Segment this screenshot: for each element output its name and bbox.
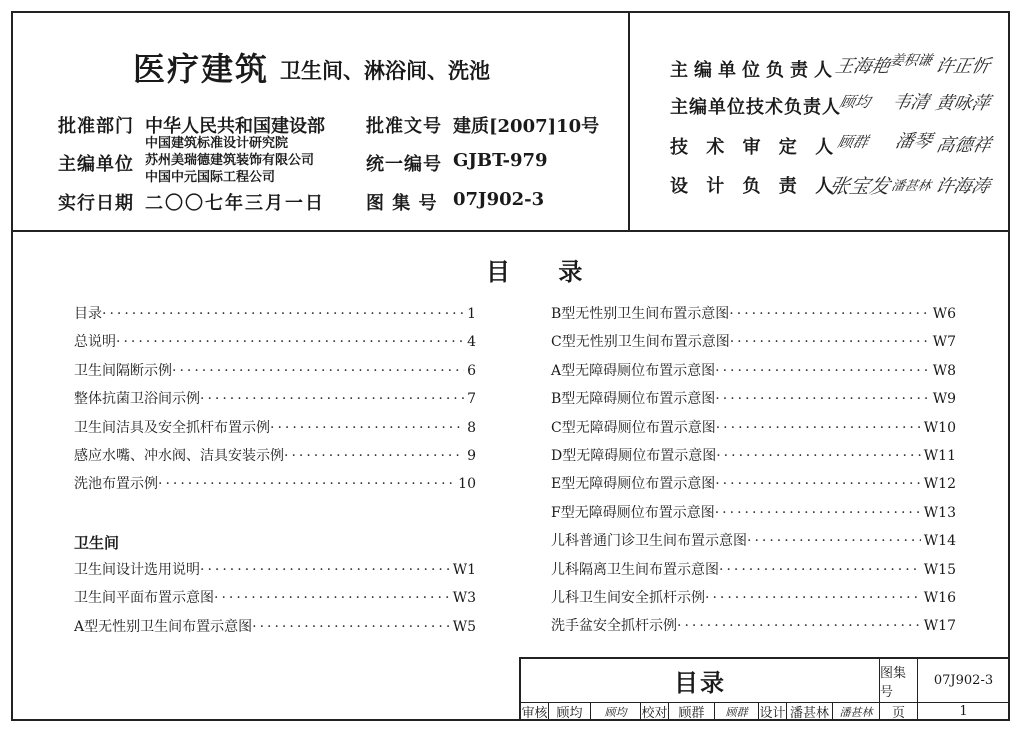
toc-item[interactable]: [74, 559, 476, 587]
title-block-check-signature: 顾群: [715, 703, 759, 721]
toc-item-page: 4: [467, 334, 476, 351]
toc-leader: [172, 363, 464, 379]
title-block-page-label: 页: [880, 703, 918, 721]
toc-leader: [102, 306, 464, 322]
title-block-atlas-label: 图集号: [880, 659, 918, 703]
toc-item-title: 感应水嘴、冲水阀、洁具安装示例: [74, 447, 284, 464]
responsible-role-3: 技 术 审 定 人: [670, 137, 835, 158]
toc-leader: [729, 306, 929, 322]
toc-item-title: A型无性别卫生间布置示意图: [74, 618, 253, 635]
toc-item-page: W3: [452, 590, 476, 607]
signature-4-b: 潘甚林: [889, 179, 933, 194]
toc-item-page: 10: [458, 476, 476, 493]
toc-leader: [716, 420, 921, 436]
editor-value-3: 中国中元国际工程公司: [145, 170, 276, 185]
toc-leader: [719, 562, 921, 578]
responsible-role-1: 主编单位负责人: [670, 60, 838, 81]
toc-item-title: 儿科隔离卫生间布置示意图: [551, 561, 719, 578]
toc-left-list: [74, 303, 476, 502]
toc-item-page: W6: [932, 306, 956, 322]
title-block-design-signature: 潘甚林: [833, 703, 880, 721]
toc-item-title: 洗池布置示例: [74, 476, 158, 493]
toc-item[interactable]: [74, 388, 476, 416]
responsible-role-2: 主编单位技术负责人: [670, 97, 841, 118]
section-label-bathroom: 卫生间: [74, 534, 120, 552]
toc-item-page: W8: [932, 362, 956, 379]
toc-leader: [284, 448, 464, 464]
editor-label: 主编单位: [58, 154, 134, 175]
signature-1-b: 姜积谦: [888, 53, 934, 69]
toc-leader: [747, 533, 921, 549]
toc-item[interactable]: [551, 587, 956, 615]
signature-2-c: 黄咏萍: [933, 93, 992, 114]
toc-leader: [715, 391, 929, 407]
toc-item[interactable]: [74, 331, 476, 359]
title-block-review-name: 顾均: [549, 703, 591, 721]
toc-item-page: W14: [923, 533, 956, 550]
toc-leader: [677, 618, 921, 634]
toc-leader: [158, 476, 455, 492]
toc-leader: [730, 334, 930, 350]
responsible-role-4: 设 计 负 责 人: [670, 176, 835, 197]
toc-item-page: W16: [923, 589, 956, 606]
toc-leader: [214, 590, 450, 606]
toc-item-page: W12: [923, 476, 956, 493]
toc-item-page: W1: [452, 562, 476, 578]
title-block-atlas-value: 07J902-3: [918, 659, 1010, 703]
toc-item-title: B型无障碍厕位布置示意图: [551, 391, 716, 408]
toc-item[interactable]: [551, 615, 956, 643]
title-block-name: 目录: [521, 659, 880, 703]
toc-item[interactable]: [551, 445, 956, 473]
toc-item-title: F型无障碍厕位布置示意图: [551, 504, 715, 521]
effective-date-value: 二〇〇七年三月一日: [145, 193, 325, 214]
toc-item[interactable]: [74, 473, 476, 501]
toc-item[interactable]: [551, 303, 956, 331]
toc-item-title: 洗手盆安全抓杆示例: [551, 618, 677, 635]
toc-item-page: W13: [923, 504, 956, 521]
toc-item-page: W15: [923, 561, 956, 578]
toc-item-page: W11: [923, 447, 956, 464]
toc-right-list: [551, 303, 956, 644]
toc-leader: [252, 619, 450, 635]
title-block-review-signature: 顾均: [591, 703, 641, 721]
signature-3-a: 顾群: [835, 133, 870, 151]
toc-item-title: 总说明: [74, 334, 116, 351]
toc-item-title: 卫生间洁具及安全抓杆布置示例: [74, 419, 270, 436]
signature-4-a: 张宝发: [827, 174, 893, 198]
toc-item-page: 8: [467, 419, 476, 436]
unified-number-value: GJBT-979: [453, 150, 548, 171]
signature-4-c: 许海涛: [933, 176, 992, 197]
toc-leader: [705, 590, 921, 606]
toc-item-title: 卫生间设计选用说明: [74, 562, 200, 578]
toc-heading: 目 录: [486, 257, 603, 286]
atlas-number-value: 07J902-3: [453, 189, 545, 210]
toc-item-page: 9: [467, 447, 476, 464]
header-divider: [11, 230, 1010, 232]
toc-item-page: W17: [923, 618, 956, 635]
signature-3-b: 潘琴: [893, 131, 934, 152]
doc-number-label: 批准文号: [366, 116, 442, 137]
toc-item-title: 卫生间平面布置示意图: [74, 590, 214, 607]
toc-item[interactable]: [551, 417, 956, 445]
toc-item[interactable]: [74, 360, 476, 388]
toc-item-page: 1: [467, 306, 476, 322]
toc-item-title: A型无障碍厕位布置示意图: [551, 362, 716, 379]
atlas-number-label: 图 集 号: [366, 193, 438, 214]
toc-item-title: 儿科卫生间安全抓杆示例: [551, 589, 705, 606]
title-block: [519, 657, 1010, 721]
toc-item-title: B型无性别卫生间布置示意图: [551, 306, 730, 322]
toc-item[interactable]: [74, 587, 476, 615]
title-block-check-name: 顾群: [669, 703, 715, 721]
signature-1-a: 王海艳: [833, 56, 892, 77]
toc-item-title: 卫生间隔断示例: [74, 362, 172, 379]
toc-item[interactable]: [551, 559, 956, 587]
toc-leader: [116, 334, 464, 350]
editor-value-2: 苏州美瑞德建筑装饰有限公司: [145, 153, 315, 168]
toc-item[interactable]: [74, 417, 476, 445]
title-block-design-label: 设计: [759, 703, 787, 721]
toc-item[interactable]: [551, 388, 956, 416]
title-block-check-label: 校对: [641, 703, 669, 721]
toc-leader: [715, 505, 921, 521]
toc-left-section-list: [74, 559, 476, 644]
sub-title: 卫生间、淋浴间、洗池: [280, 58, 490, 83]
toc-item[interactable]: [551, 473, 956, 501]
toc-item-page: 6: [467, 362, 476, 379]
toc-item[interactable]: [74, 445, 476, 473]
signature-1-c: 许正忻: [933, 56, 992, 77]
approve-dept-value: 中华人民共和国建设部: [145, 116, 325, 137]
toc-item-title: 目录: [74, 306, 102, 322]
signature-2-a: 顾均: [837, 93, 872, 111]
title-block-review-label: 审核: [521, 703, 549, 721]
toc-item-page: W5: [452, 618, 476, 635]
editor-value-1: 中国建筑标准设计研究院: [145, 136, 289, 151]
toc-item-page: W10: [923, 419, 956, 436]
toc-leader: [716, 448, 921, 464]
toc-item-title: C型无障碍厕位布置示意图: [551, 419, 716, 436]
toc-item-page: W9: [932, 391, 956, 408]
toc-leader: [715, 476, 921, 492]
toc-item[interactable]: [551, 360, 956, 388]
doc-number-value: 建质[2007]10号: [453, 116, 600, 137]
effective-date-label: 实行日期: [58, 193, 134, 214]
toc-leader: [200, 562, 450, 578]
toc-item-page: W7: [932, 334, 956, 351]
signature-2-b: 韦清: [890, 92, 931, 113]
approve-dept-label: 批准部门: [58, 116, 134, 137]
toc-item-title: 儿科普通门诊卫生间布置示意图: [551, 533, 747, 550]
header-column-divider: [628, 11, 630, 231]
toc-item-title: 整体抗菌卫浴间示例: [74, 391, 200, 408]
toc-leader: [715, 363, 930, 379]
toc-leader: [270, 420, 464, 436]
toc-item-title: D型无障碍厕位布置示意图: [551, 447, 717, 464]
toc-item[interactable]: [74, 303, 476, 331]
title-block-design-name: 潘甚林: [787, 703, 833, 721]
unified-number-label: 统一编号: [366, 154, 442, 175]
toc-item[interactable]: [551, 530, 956, 558]
toc-item[interactable]: [74, 616, 476, 644]
toc-item-title: C型无性别卫生间布置示意图: [551, 334, 730, 351]
main-title: 医疗建筑: [133, 50, 270, 88]
toc-item-page: 7: [467, 391, 476, 408]
toc-item[interactable]: [551, 502, 956, 530]
toc-leader: [200, 391, 464, 407]
toc-item-title: E型无障碍厕位布置示意图: [551, 476, 716, 493]
signature-3-c: 高德祥: [934, 135, 993, 156]
title-block-page-value: 1: [918, 703, 1010, 721]
toc-item[interactable]: [551, 331, 956, 359]
